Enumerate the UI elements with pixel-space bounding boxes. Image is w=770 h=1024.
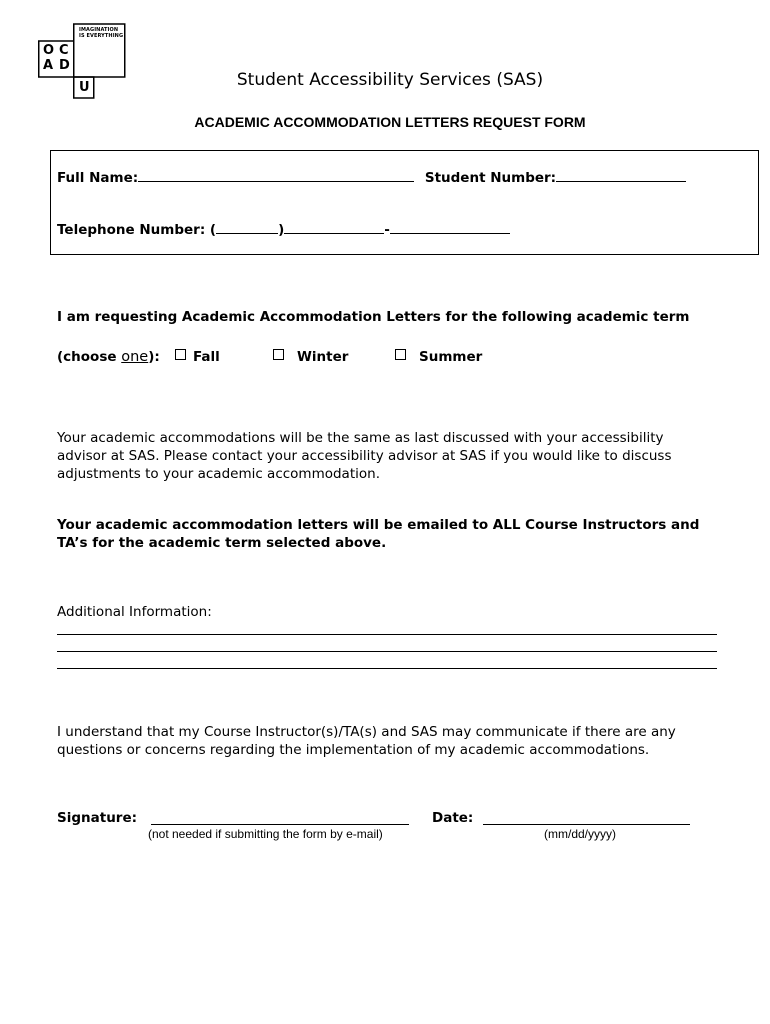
logo-letter-a: A	[43, 58, 54, 73]
choose-suffix: ):	[148, 349, 160, 365]
logo-tagline	[79, 27, 123, 39]
fall-checkbox[interactable]	[175, 349, 186, 360]
logo-letter-d: D	[59, 58, 70, 73]
logo-letter-c: C	[59, 43, 69, 58]
accommodation-paragraph-line3: adjustments to your academic accommodation.	[57, 466, 380, 482]
signature-note: (not needed if submitting the form by e-mail)	[148, 827, 383, 841]
additional-info-line-1[interactable]	[57, 634, 717, 635]
full-name-field[interactable]	[138, 169, 414, 182]
form-title: ACADEMIC ACCOMMODATION LETTERS REQUEST FORM	[194, 114, 586, 130]
page-title: Student Accessibility Services (SAS)	[236, 70, 544, 90]
additional-info-line-2[interactable]	[57, 651, 717, 652]
summer-option-label: Summer	[419, 349, 483, 365]
logo-letter-u: U	[79, 80, 90, 95]
consent-paragraph-line2: questions or concerns regarding the implementation of my academic accommodations.	[57, 742, 650, 758]
choose-prefix: (choose	[57, 349, 122, 365]
signature-field[interactable]	[151, 812, 409, 825]
fall-option-label: Fall	[193, 349, 220, 365]
email-notice-line1: Your academic accommodation letters will be emailed to ALL Course Instructors and	[57, 517, 700, 533]
telephone-close-paren: )	[278, 222, 285, 238]
consent-paragraph-line1: I understand that my Course Instructor(s)/TA(s) and SAS may communicate if there are any	[57, 724, 676, 740]
winter-checkbox[interactable]	[273, 349, 284, 360]
accommodation-paragraph	[57, 429, 672, 483]
telephone-area-code-field[interactable]	[216, 221, 278, 234]
telephone-dash: -	[384, 222, 390, 238]
telephone-label: Telephone Number: (	[57, 222, 217, 238]
logo-tagline-line2: IS EVERYTHING	[79, 33, 124, 39]
date-label: Date:	[432, 810, 474, 826]
logo-letter-o: O	[43, 43, 55, 58]
personal-info-box	[50, 150, 759, 255]
signature-label: Signature:	[57, 810, 138, 826]
consent-paragraph	[57, 723, 676, 759]
date-field[interactable]	[483, 812, 690, 825]
additional-info-line-3[interactable]	[57, 668, 717, 669]
telephone-line-field[interactable]	[390, 221, 510, 234]
logo-tagline-line1: IMAGINATION	[79, 27, 119, 33]
choose-word: one	[121, 349, 149, 365]
student-number-field[interactable]	[556, 169, 686, 182]
term-options-row	[57, 349, 160, 365]
additional-info-label: Additional Information:	[57, 604, 212, 620]
full-name-label: Full Name:	[57, 170, 139, 186]
accommodation-paragraph-line1: Your academic accommodations will be the same as last discussed with your accessibility	[57, 430, 664, 446]
accommodation-paragraph-line2: advisor at SAS. Please contact your accessibility advisor at SAS if you would like to discuss	[57, 448, 672, 464]
telephone-row	[57, 221, 510, 238]
term-request-text: I am requesting Academic Accommodation Letters for the following academic term	[57, 309, 690, 325]
date-note: (mm/dd/yyyy)	[544, 827, 616, 841]
full-name-row	[57, 169, 686, 186]
email-notice-line2: TA’s for the academic term selected above.	[57, 535, 387, 551]
telephone-prefix-field[interactable]	[284, 221, 384, 234]
student-number-label: Student Number:	[424, 170, 557, 186]
winter-option-label: Winter	[297, 349, 349, 365]
summer-checkbox[interactable]	[395, 349, 406, 360]
email-notice-paragraph	[57, 516, 699, 552]
